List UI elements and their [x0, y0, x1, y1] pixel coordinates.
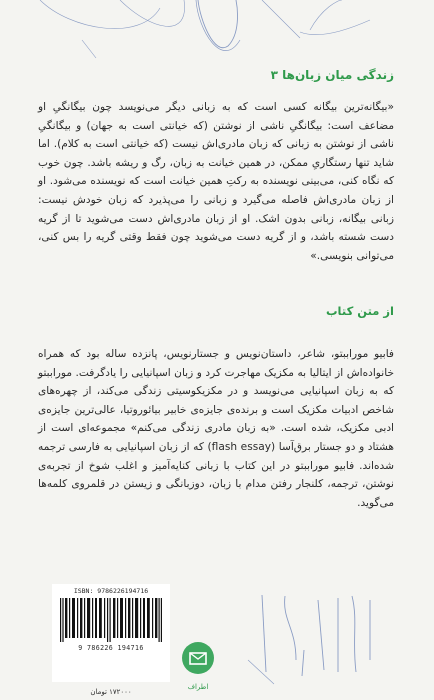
isbn-label: ISBN: 9786226194716: [73, 587, 149, 595]
quote-block: [38, 98, 394, 265]
barcode-icon: [60, 598, 162, 642]
barcode-box: [52, 584, 170, 682]
author-bio-text: فابیو موراببتو، شاعر، داستان‌نویس و جستارنویس، پانزده ساله بود که همراه خانواده‌اش از ایتالیا به مکزیک مهاجرت کرد و زبان اسپانیایی را یادگرفت. موراببتو که به زبان اسپانیایی می‌نویسد و در مکزیکوسیتی زندگی می‌کند، از چهره‌های شاخص ادبیات مکزیک است و برنده‌ی جایزه‌ی خابیر بیائوروتیا، عالی‌ترین جایزه‌ی ادبی مکزیک، شده است. «به زبان مادری زندگی می‌کنم» مجموعه‌ای است از هشتاد و دو جستار برق‌آسا (flash essay) که از زبان اسپانیایی به فارسی ترجمه شده‌اند. فابیو موراببتو در این کتاب با زبانی کنایه‌آمیز و اغلب شوخ از تجربه‌ی نوشتن، ترجمه، کلنجار رفتن مدام با زبان، دوزبانگی و زیستن در قلمروی کلمه‌ها می‌گوید.: [38, 348, 394, 509]
publisher-logo-text: اطراف: [187, 683, 209, 691]
quote-text: «بیگانه‌ترین بیگانه کسی است که به زبانی دیگر می‌نویسد چون بیگانگیِ او مضاعف است: بیگانگیِ ناشی از نوشتن (که خیانتی است به جهان) و بیگانگیِ ناشی از نوشتن به زبانی که زبان مادری‌اش نیست (که خیانتی است به کلام). اما شاید تنها رستگاریِ ممکن، در همین خیانت به زبان، رگ و ریشه باشد. چون خوب که نگاه کنی، می‌بینی نویسنده به رکتِ همین خیانت است که نویسنده می‌شود. او از زبان مادری‌اش فاصله می‌گیرد و زبانی را می‌پذیرد که زبان خودش نیست: زبانی بیگانه، زبانی بدون اشک. او از زبان مادری‌اش دست می‌شوید تا از گریه دست شسته باشد، و از گریه دست می‌شوید چون فقط وقتی گریه را بس کنی، می‌توانی بنویسی.»: [38, 101, 394, 262]
series-title: زندگی میان زبان‌ها ۳: [270, 68, 394, 82]
publisher-logo-icon: [181, 640, 215, 684]
source-label: از متن کتاب: [326, 304, 394, 318]
author-bio-block: [38, 345, 394, 512]
barcode-digits: 9 786226 194716: [78, 644, 144, 652]
price-label: ۱۷۲۰۰۰ تومان: [90, 688, 132, 696]
